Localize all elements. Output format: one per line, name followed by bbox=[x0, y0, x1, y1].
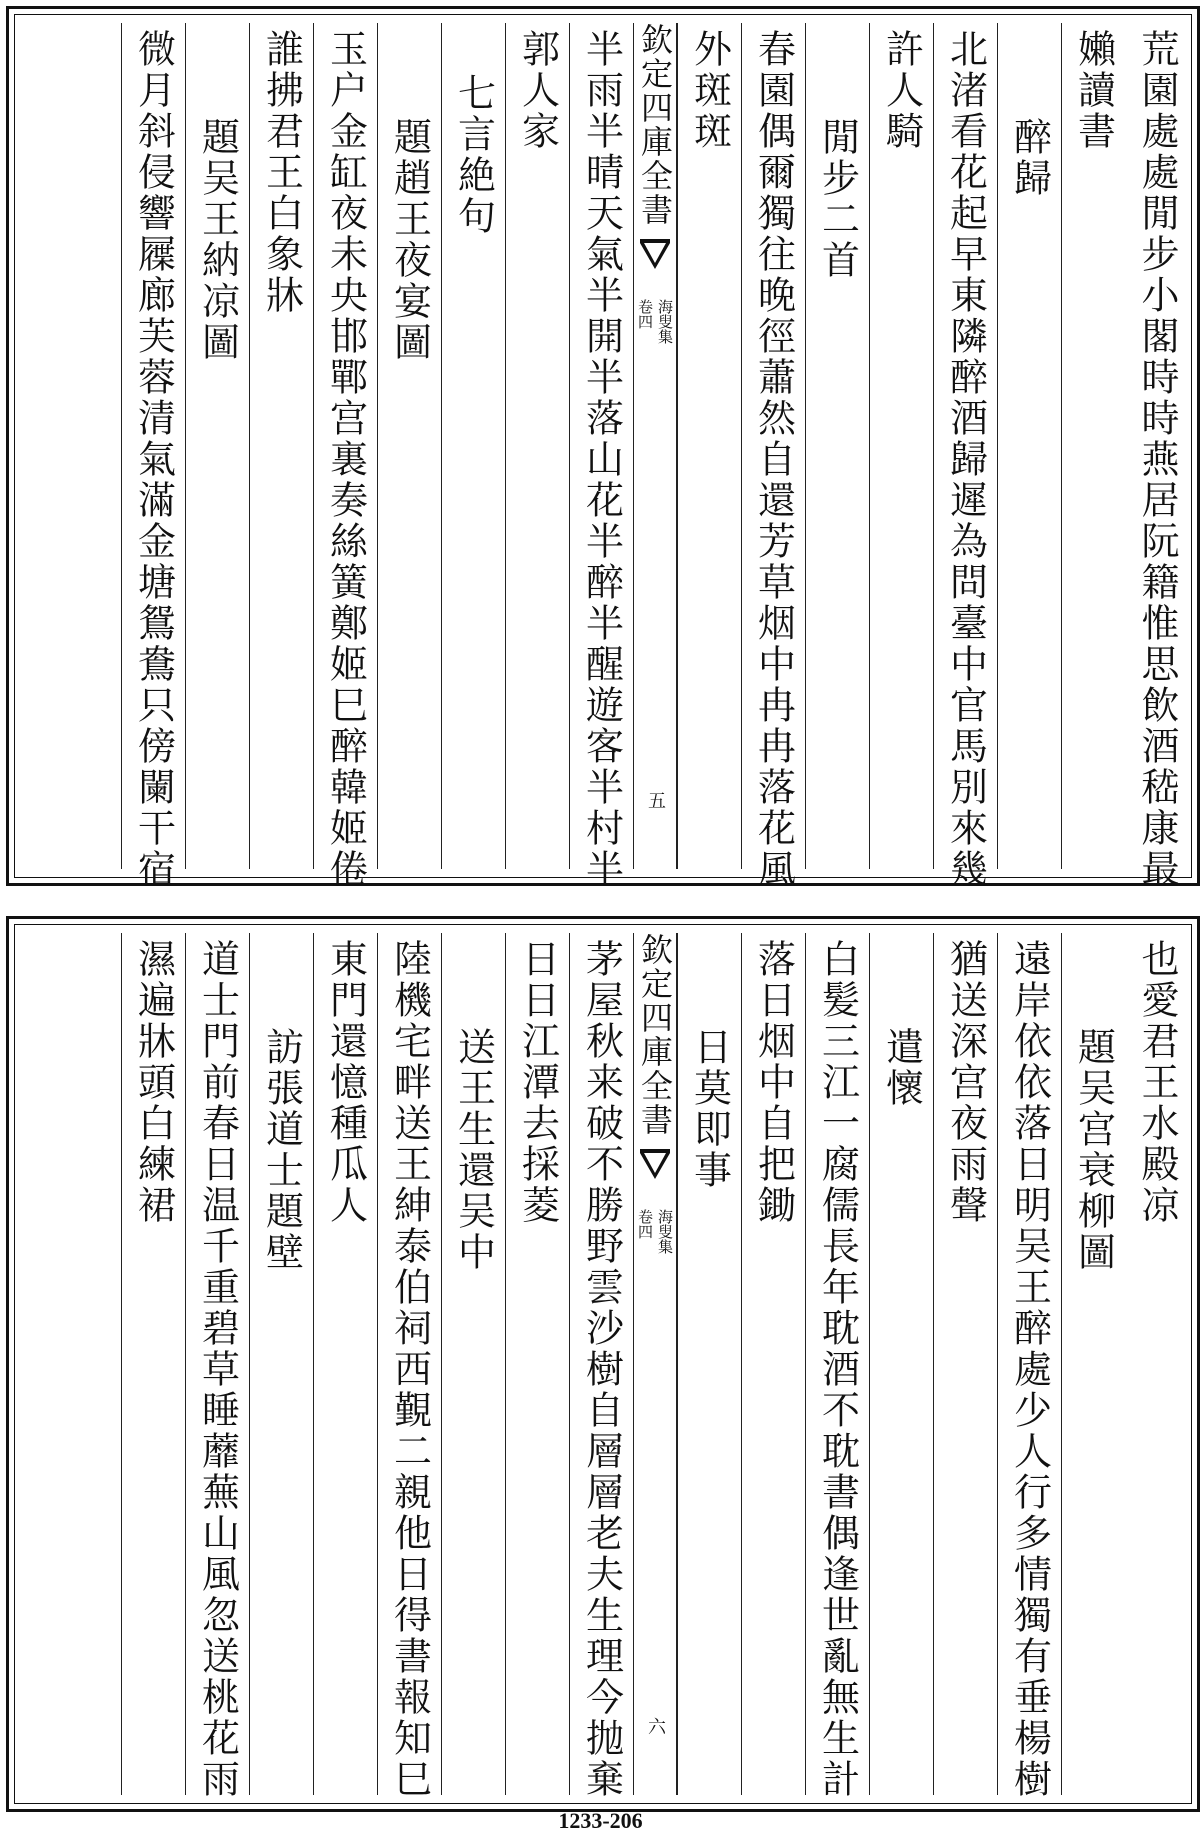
poem-title: 送王生還吴中 bbox=[451, 1027, 496, 1273]
fish-tail-mark-icon bbox=[638, 1145, 672, 1185]
volume-label: 卷四 bbox=[636, 299, 654, 329]
poem-title: 題趙王夜宴圖 bbox=[387, 117, 432, 363]
text-column bbox=[441, 933, 505, 1795]
text-column bbox=[569, 933, 633, 1800]
poem-line: 落日烟中自把鋤 bbox=[751, 939, 796, 1226]
poem-line: 荒園處處閒步小閣時時燕居阮籍惟思飲酒嵇康最 bbox=[1135, 29, 1179, 890]
folio-number: 五 bbox=[645, 791, 666, 809]
text-column bbox=[505, 933, 569, 1795]
poem-line: 嬾讀書 bbox=[1071, 29, 1116, 152]
poem-line: 猶送深宫夜雨聲 bbox=[943, 939, 988, 1226]
text-column bbox=[741, 933, 805, 1795]
poem-line: 誰拂君王白象牀 bbox=[259, 29, 304, 316]
poem-line: 許人騎 bbox=[879, 29, 924, 152]
poem-title: 訪張道士題壁 bbox=[259, 1027, 304, 1273]
poem-line: 道士門前春日温千重碧草睡蘼蕪山風忽送桃花雨 bbox=[195, 939, 240, 1800]
poem-line: 北渚看花起早東隣醉酒歸遲為問臺中官馬別來幾 bbox=[943, 29, 988, 890]
text-column bbox=[997, 933, 1061, 1800]
text-column bbox=[185, 933, 249, 1800]
text-column bbox=[121, 23, 185, 890]
poem-line: 玉户金缸夜未央邯鄲宫裏奏絲簧鄭姬巳醉韓姬倦 bbox=[323, 29, 368, 890]
text-column bbox=[741, 23, 805, 890]
poem-title: 遣懷 bbox=[879, 1027, 924, 1109]
text-column bbox=[677, 933, 741, 1795]
text-column bbox=[997, 23, 1061, 869]
poem-title: 題吴王納凉圖 bbox=[195, 117, 240, 363]
page-number: 1233-206 bbox=[558, 1808, 643, 1833]
center-gutter bbox=[633, 23, 677, 869]
folio-number: 六 bbox=[645, 1717, 666, 1735]
poem-line: 郭人家 bbox=[515, 29, 560, 152]
text-column bbox=[869, 933, 933, 1795]
poem-line: 春園偶爾獨往晚徑蕭然自還芳草烟中冉冉落花風 bbox=[751, 29, 796, 890]
poem-line: 遠岸依依落日明吴王醉處少人行多情獨有垂楊樹 bbox=[1007, 939, 1052, 1800]
poem-title: 題吴宫衰柳圖 bbox=[1071, 1027, 1116, 1273]
poem-line: 白髪三江一腐儒長年耽酒不耽書偶逢世亂無生計 bbox=[815, 939, 860, 1800]
volume-label: 卷四 bbox=[636, 1209, 654, 1239]
poem-line: 陸機宅畔送王紳泰伯祠西覲二親他日得書報知巳 bbox=[387, 939, 432, 1800]
text-column bbox=[185, 23, 249, 869]
text-column bbox=[1061, 23, 1125, 869]
poem-line: 東門還憶種瓜人 bbox=[323, 939, 368, 1226]
poem-line: 微月斜侵響屧廊芙蓉清氣滿金塘鴛鴦只傍闌干宿 bbox=[131, 29, 176, 890]
text-column bbox=[869, 23, 933, 869]
book-title: 海叟集 bbox=[656, 1209, 674, 1254]
text-column bbox=[677, 23, 741, 869]
text-column bbox=[313, 933, 377, 1795]
text-column bbox=[805, 23, 869, 869]
poem-line: 茅屋秋来破不勝野雲沙樹自層層老夫生理今抛棄 bbox=[579, 939, 624, 1800]
poem-title: 醉歸 bbox=[1007, 117, 1052, 199]
poem-line: 半雨半晴天氣半開半落山花半醉半醒遊客半村半 bbox=[579, 29, 624, 890]
collection-title: 欽定四庫全書 bbox=[636, 23, 674, 227]
fish-tail-mark-icon bbox=[638, 235, 672, 275]
text-column bbox=[377, 23, 441, 869]
poem-title: 閒步二首 bbox=[815, 117, 860, 281]
text-column bbox=[505, 23, 569, 869]
center-gutter bbox=[633, 933, 677, 1795]
poem-line: 濕遍牀頭白練裙 bbox=[131, 939, 176, 1226]
poem-line: 也愛君王水殿凉 bbox=[1135, 939, 1179, 1226]
text-column bbox=[121, 933, 185, 1795]
bottom-page-frame bbox=[6, 916, 1200, 1812]
text-column bbox=[569, 23, 633, 890]
text-column bbox=[1125, 933, 1189, 1795]
poem-title: 七言絶句 bbox=[451, 73, 496, 237]
text-column bbox=[377, 933, 441, 1800]
poem-title: 日莫即事 bbox=[687, 1027, 732, 1191]
text-column bbox=[933, 23, 997, 890]
text-column bbox=[249, 933, 313, 1795]
text-column bbox=[1125, 23, 1189, 890]
collection-title: 欽定四庫全書 bbox=[636, 933, 674, 1137]
poem-line: 日日江潭去採菱 bbox=[515, 939, 560, 1226]
text-column bbox=[313, 23, 377, 890]
text-column bbox=[441, 23, 505, 869]
poem-line: 外斑斑 bbox=[687, 29, 732, 152]
text-column bbox=[1061, 933, 1125, 1795]
text-column bbox=[933, 933, 997, 1795]
book-title: 海叟集 bbox=[656, 299, 674, 344]
top-page-frame bbox=[6, 6, 1200, 890]
text-column bbox=[249, 23, 313, 869]
text-column bbox=[805, 933, 869, 1800]
